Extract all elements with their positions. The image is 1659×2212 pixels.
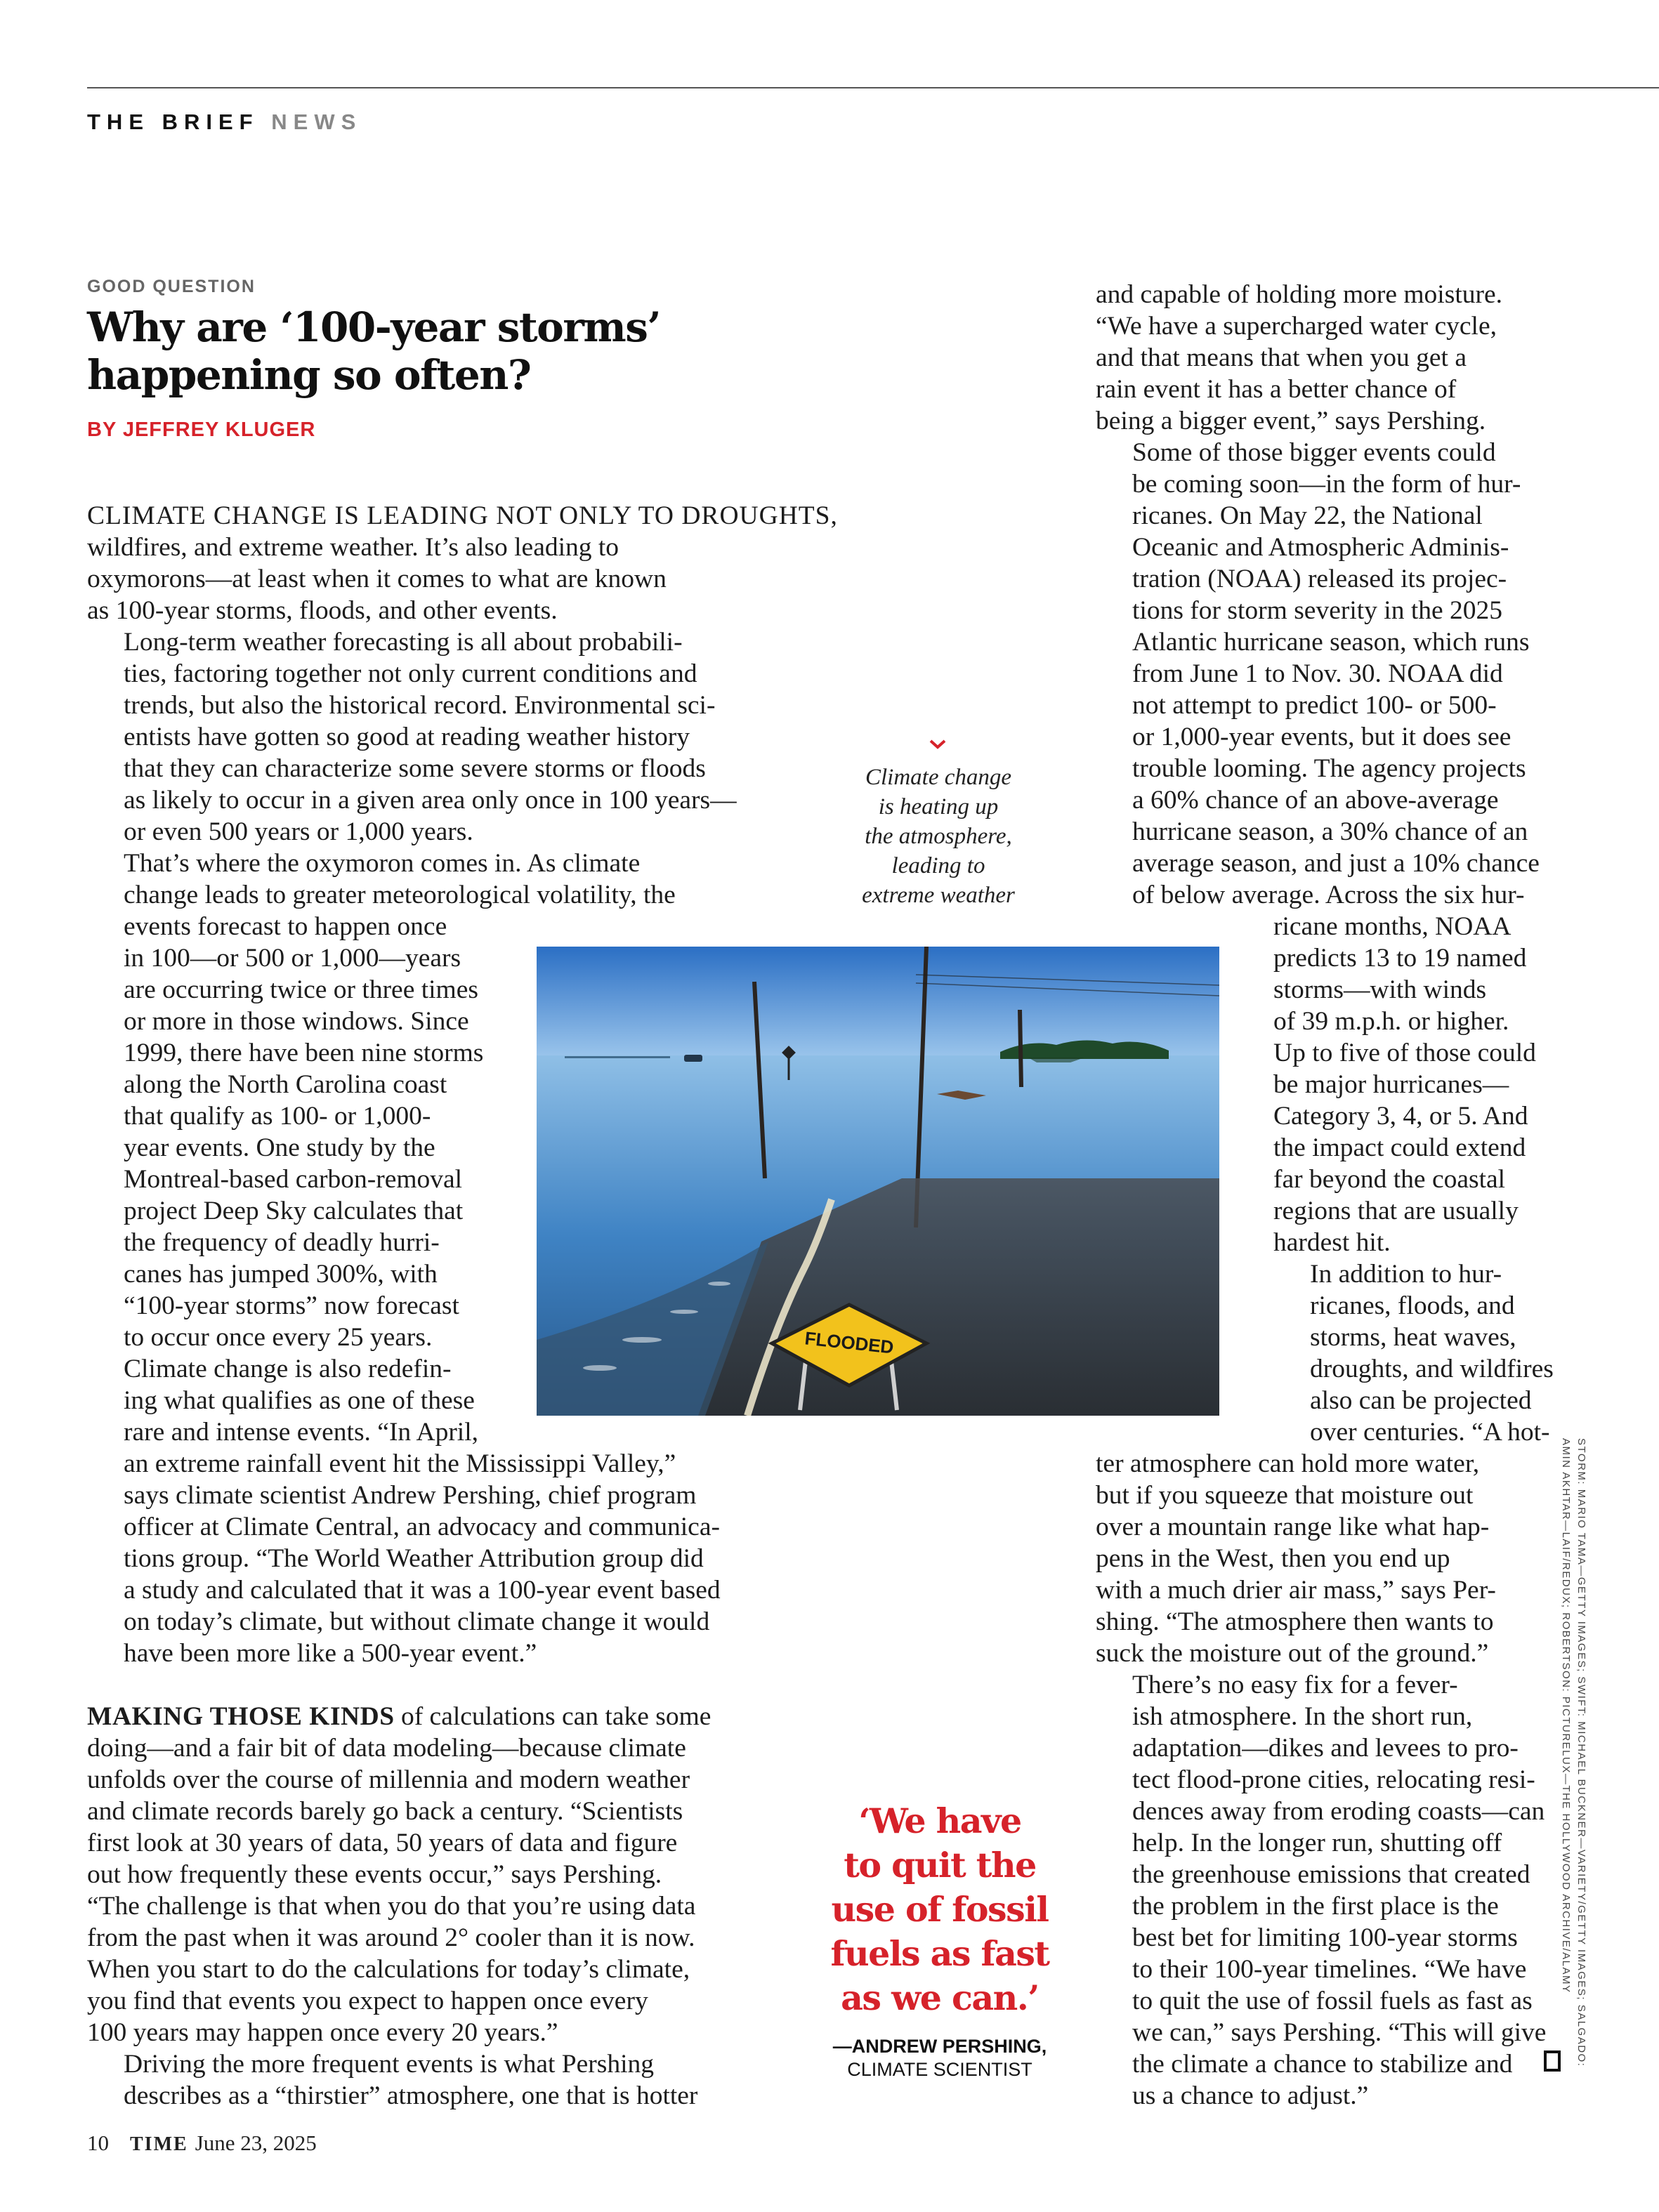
- text-line: from the past when it was around 2° cooler than it is now.: [87, 1923, 695, 1952]
- text-line: predicts 13 to 19 named: [1273, 944, 1527, 973]
- text-line: ricanes, floods, and: [1310, 1291, 1515, 1320]
- text-line: Montreal-based carbon-removal: [124, 1165, 463, 1194]
- text-line: ish atmosphere. In the short run,: [1132, 1702, 1473, 1731]
- text-line: extreme weather: [862, 883, 1015, 908]
- text-line: the impact could extend: [1273, 1133, 1526, 1162]
- text-line: but if you squeeze that moisture out: [1096, 1481, 1474, 1510]
- text-line: to quit the: [844, 1845, 1036, 1885]
- text-line: Driving the more frequent events is what Pershing: [124, 2050, 655, 2079]
- text-line: officer at Climate Central, an advocacy and communica-: [124, 1513, 720, 1541]
- text-line: as we can.’: [841, 1977, 1039, 2018]
- text-line: a study and calculated that it was a 100-year event based: [124, 1576, 721, 1605]
- text-line: Up to five of those could: [1273, 1039, 1536, 1067]
- text-line: the greenhouse emissions that created: [1132, 1860, 1530, 1889]
- text-line: Climate change is also redefin-: [124, 1355, 452, 1383]
- text-line: out how frequently these events occur,” says Pershing.: [87, 1860, 662, 1889]
- magazine-name: TIME: [130, 2133, 188, 2155]
- text-line: unfolds over the course of millennia and modern weather: [87, 1765, 690, 1794]
- sign-text: FLOODED: [804, 1327, 895, 1358]
- text-line: far beyond the coastal: [1273, 1165, 1506, 1194]
- text-line: or 1,000-year events, but it does see: [1132, 723, 1512, 751]
- paragraph-9: [1096, 1448, 1630, 1669]
- attribution-title: CLIMATE SCIENTIST: [847, 2059, 1032, 2080]
- text-line: leading to: [891, 853, 985, 878]
- text-line: storms, heat waves,: [1310, 1323, 1516, 1352]
- text-line: “100-year storms” now forecast: [124, 1291, 459, 1320]
- text-line: describes as a “thirstier” atmosphere, one that is hotter: [124, 2081, 698, 2110]
- text-line: fuels as fast: [830, 1933, 1049, 1974]
- text-line: and climate records barely go back a century. “Scientists: [87, 1797, 683, 1826]
- text-line: adaptation—dikes and levees to pro-: [1132, 1734, 1519, 1763]
- text-line: not attempt to predict 100- or 500-: [1132, 691, 1497, 720]
- attribution-name: —ANDREW PERSHING,: [832, 2036, 1047, 2057]
- text-line: with a much drier air mass,” says Per-: [1096, 1576, 1496, 1605]
- photo-caption: [829, 763, 1048, 910]
- text-line: the climate a chance to stabilize and: [1132, 2050, 1513, 2079]
- text-line: oxymorons—at least when it comes to what are known: [87, 565, 667, 593]
- text-line: tect flood-prone cities, relocating resi-: [1132, 1765, 1535, 1794]
- issue-date: June 23, 2025: [195, 2131, 317, 2155]
- text-line: events forecast to happen once: [124, 912, 447, 941]
- text-line: tration (NOAA) released its projec-: [1132, 565, 1507, 593]
- text-line: trouble looming. The agency projects: [1132, 754, 1526, 783]
- text-line: are occurring twice or three times: [124, 975, 478, 1004]
- text-line: hurricane season, a 30% chance of an: [1132, 817, 1528, 846]
- text-line: storms—with winds: [1273, 975, 1487, 1004]
- text-line: Category 3, 4, or 5. And: [1273, 1102, 1528, 1131]
- text-line: suck the moisture out of the ground.”: [1096, 1639, 1489, 1668]
- text-line: that they can characterize some severe storms or floods: [124, 754, 706, 783]
- text-line: as likely to occur in a given area only once in 100 years—: [124, 786, 737, 815]
- text-line: ter atmosphere can hold more water,: [1096, 1449, 1480, 1478]
- text-line: There’s no easy fix for a fever-: [1132, 1671, 1458, 1699]
- text-line: or more in those windows. Since: [124, 1007, 469, 1036]
- text-line: have been more like a 500-year event.”: [124, 1639, 537, 1668]
- article-byline: BY JEFFREY KLUGER: [87, 419, 316, 441]
- paragraph-2: [87, 626, 846, 848]
- text-line: us a chance to adjust.”: [1132, 2081, 1369, 2110]
- subsection-label: NEWS: [271, 110, 362, 134]
- chevron-down-icon: [929, 739, 947, 750]
- text-line: doing—and a fair bit of data modeling—because climate: [87, 1734, 686, 1763]
- text-line: ‘We have: [858, 1800, 1021, 1841]
- text-line: on today’s climate, but without climate change it would: [124, 1607, 710, 1636]
- text-line: shing. “The atmosphere then wants to: [1096, 1607, 1494, 1636]
- text-line: “The challenge is that when you do that you’re using data: [87, 1892, 696, 1921]
- text-line: That’s where the oxymoron comes in. As climate: [124, 849, 641, 878]
- text-line: be coming soon—in the form of hur-: [1132, 470, 1521, 499]
- text-line: you find that events you expect to happen once every: [87, 1987, 648, 2015]
- photo-credits: STORM: MARIO TAMA—GETTY IMAGES; SWIFT: MICHAEL BUCKNER—VARIETY/GETTY IMAGES; SALGADO: AMIN AKHTAR—LAIF/REDUX; ROBERTSON: PICTURELUX—THE HOLLYWOOD ARCHIVE/ALAMY: [1560, 1438, 1587, 2067]
- text-line: rare and intense events. “In April,: [124, 1418, 479, 1447]
- paragraph-6: [87, 2048, 846, 2112]
- text-line: is heating up: [878, 794, 999, 819]
- text-line: tions group. “The World Weather Attribution group did: [124, 1544, 704, 1573]
- lead-in: CLIMATE CHANGE IS LEADING NOT ONLY TO DROUGHTS,: [87, 501, 838, 530]
- text-line: trends, but also the historical record. Environmental sci-: [124, 691, 716, 720]
- text-line: being a bigger event,” says Pershing.: [1096, 407, 1486, 435]
- page-footer: [87, 2131, 317, 2156]
- text-line: Atlantic hurricane season, which runs: [1132, 628, 1530, 657]
- text-line: 1999, there have been nine storms: [124, 1039, 484, 1067]
- text-line: to their 100-year timelines. “We have: [1132, 1955, 1527, 1984]
- paragraph-5: MAKING THOSE KINDS of calculations can take some doing—and a fair bit of data modeling—because climate unfolds over the course of millennia and modern weather and climate records barely go back a century. “Scientists first look at 30 years of data, 50 years of data and figure out how frequently these events occur,” says Pershing. “The challenge is that when you do that you’re using data from the past when it was around 2° cooler than it is now. When you start to do the calculations for today’s climate, you find that events you expect to happen once every 100 years may happen once every 20 years.”: [87, 1701, 846, 2048]
- text-line: project Deep Sky calculates that: [124, 1197, 464, 1225]
- text-line: ing what qualifies as one of these: [124, 1386, 475, 1415]
- text-line: best bet for limiting 100-year storms: [1132, 1923, 1518, 1952]
- text-line: dences away from eroding coasts—can: [1132, 1797, 1545, 1826]
- text-line: rain event it has a better chance of: [1096, 375, 1457, 404]
- paragraph-1: [87, 500, 846, 626]
- text-line: of below average. Across the six hur-: [1132, 881, 1525, 909]
- text-line: from June 1 to Nov. 30. NOAA did: [1132, 659, 1503, 688]
- photo-illustration: [537, 947, 1219, 1416]
- text-line: be major hurricanes—: [1273, 1070, 1509, 1099]
- text-line: “We have a supercharged water cycle,: [1096, 312, 1497, 341]
- text-line: Oceanic and Atmospheric Adminis-: [1132, 533, 1509, 562]
- text-line: hardest hit.: [1273, 1228, 1391, 1257]
- text-line: droughts, and wildfires: [1310, 1355, 1554, 1383]
- text-line: or even 500 years or 1,000 years.: [124, 817, 473, 846]
- text-line: entists have gotten so good at reading weather history: [124, 723, 690, 751]
- text-line: help. In the longer run, shutting off: [1132, 1829, 1502, 1857]
- text-line: the frequency of deadly hurri-: [124, 1228, 440, 1257]
- text-line: Some of those bigger events could: [1132, 438, 1496, 467]
- text-line: the atmosphere,: [865, 824, 1012, 849]
- text-line: to occur once every 25 years.: [124, 1323, 433, 1352]
- text-line: tions for storm severity in the 2025: [1132, 596, 1503, 625]
- text-line: wildfires, and extreme weather. It’s also leading to: [87, 533, 619, 562]
- run-in-heading: MAKING THOSE KINDS: [87, 1702, 395, 1731]
- page-number: 10: [87, 2131, 109, 2155]
- text-line: average season, and just a 10% chance: [1132, 849, 1540, 878]
- text-line: an extreme rainfall event hit the Mississippi Valley,”: [124, 1449, 676, 1478]
- text-line: over a mountain range like what hap-: [1096, 1513, 1490, 1541]
- text-line: and capable of holding more moisture.: [1096, 280, 1502, 309]
- article-kicker: GOOD QUESTION: [87, 277, 256, 296]
- pull-quote: [820, 1799, 1059, 2020]
- text-line: of 39 m.p.h. or higher.: [1273, 1007, 1509, 1036]
- paragraph-10: [1096, 1669, 1630, 2112]
- section-label: THE BRIEF: [87, 110, 259, 134]
- text-line: change leads to greater meteorological volatility, the: [124, 881, 676, 909]
- text-line: over centuries. “A hot-: [1310, 1418, 1550, 1447]
- text-line: to quit the use of fossil fuels as fast as: [1132, 1987, 1533, 2015]
- paragraph-7: [1096, 279, 1630, 437]
- text-line: ricane months, NOAA: [1273, 912, 1512, 941]
- text-line: year events. One study by the: [124, 1133, 435, 1162]
- text-line: says climate scientist Andrew Pershing, chief program: [124, 1481, 697, 1510]
- pull-quote-attribution: [820, 2035, 1059, 2081]
- article-headline: Why are ‘100-year storms’ happening so often?: [87, 303, 661, 399]
- text-line: regions that are usually: [1273, 1197, 1519, 1225]
- text-line: pens in the West, then you end up: [1096, 1544, 1450, 1573]
- text-line: In addition to hur-: [1310, 1260, 1502, 1289]
- text-line: Climate change: [865, 765, 1012, 790]
- text-line: Long-term weather forecasting is all about probabili-: [124, 628, 683, 657]
- top-rule: [87, 87, 1659, 88]
- text-line: along the North Carolina coast: [124, 1070, 447, 1099]
- text-line: also can be projected: [1310, 1386, 1532, 1415]
- text-line: canes has jumped 300%, with: [124, 1260, 438, 1289]
- text-line: in 100—or 500 or 1,000—years: [124, 944, 461, 973]
- text-line: first look at 30 years of data, 50 years of data and figure: [87, 1829, 678, 1857]
- text-line: as 100-year storms, floods, and other events.: [87, 596, 558, 625]
- text-line: we can,” says Pershing. “This will give: [1132, 2018, 1547, 2047]
- flooded-road-photo: [537, 947, 1219, 1416]
- text-line: the problem in the first place is the: [1132, 1892, 1499, 1921]
- text-line: When you start to do the calculations for today’s climate,: [87, 1955, 690, 1984]
- text-line: and that means that when you get a: [1096, 343, 1467, 372]
- text-line: use of fossil: [831, 1889, 1049, 1930]
- text-line: that qualify as 100- or 1,000-: [124, 1102, 431, 1131]
- text-line: ties, factoring together not only current conditions and: [124, 659, 697, 688]
- paragraph-8: [1096, 437, 1630, 911]
- section-header: [87, 110, 362, 135]
- text-line: a 60% chance of an above-average: [1132, 786, 1499, 815]
- text-line: ricanes. On May 22, the National: [1132, 501, 1483, 530]
- text-line: 100 years may happen once every 20 years.”: [87, 2018, 558, 2047]
